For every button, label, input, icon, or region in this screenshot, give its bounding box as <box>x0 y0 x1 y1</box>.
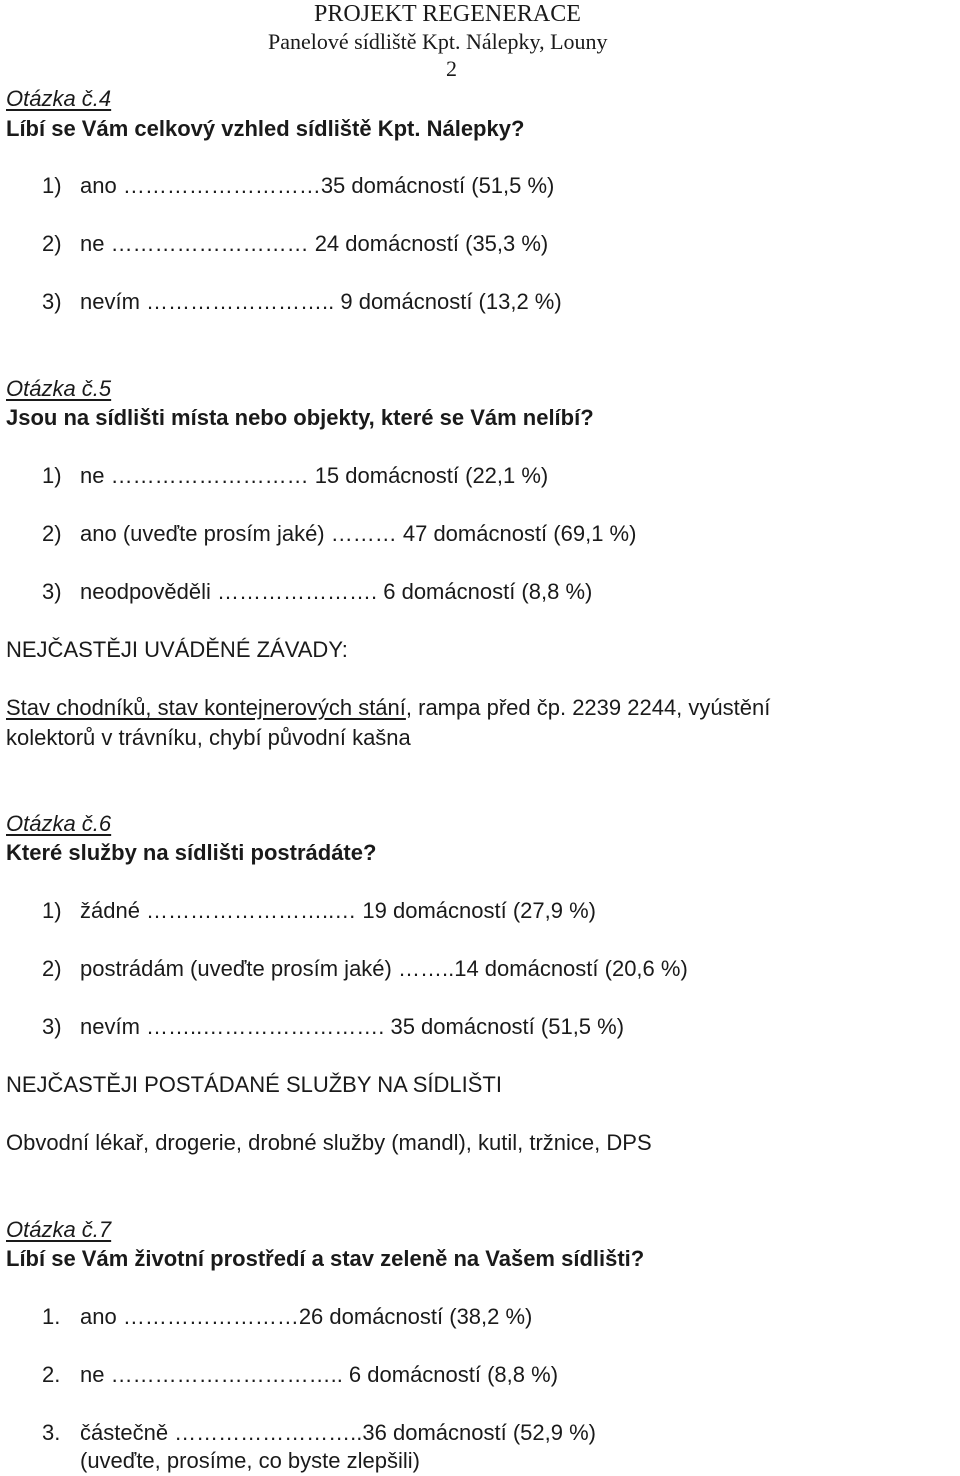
question-5-text: Jsou na sídlišti místa nebo objekty, které se Vám nelíbí? <box>6 405 594 430</box>
defects-underlined-text: Stav chodníků, stav kontejnerových stání <box>6 695 406 720</box>
question-7-label: Otázka č.7 <box>6 1217 112 1242</box>
page-header <box>0 0 960 80</box>
defects-heading: NEJČASTĚJI UVÁDĚNÉ ZÁVADY: <box>6 637 348 662</box>
project-title: PROJEKT REGENERACE <box>314 1 581 27</box>
question-7-text: Líbí se Vám životní prostředí a stav zeleně na Vašem sídlišti? <box>6 1246 645 1271</box>
answer-number: 3) <box>42 1014 62 1039</box>
defects-line-1 <box>6 695 770 721</box>
question-4-label: Otázka č.4 <box>6 86 112 111</box>
question-4-text: Líbí se Vám celkový vzhled sídliště Kpt. Nálepky? <box>6 116 525 141</box>
answer-number: 2) <box>42 956 62 981</box>
answer-text: částečně ……………………..36 domácností (52,9 %) <box>80 1420 596 1445</box>
answer-number: 1. <box>42 1304 61 1329</box>
answer-number: 1) <box>42 898 62 923</box>
question-6-text: Které služby na sídlišti postrádáte? <box>6 840 377 865</box>
question-5-label: Otázka č.5 <box>6 376 112 401</box>
project-location: Panelové sídliště Kpt. Nálepky, Louny <box>268 29 608 54</box>
answer-text: ano ……………………26 domácností (38,2 %) <box>80 1304 533 1329</box>
answer-number: 3. <box>42 1420 61 1445</box>
answer-text: postrádám (uveďte prosím jaké) ……..14 domácností (20,6 %) <box>80 956 688 981</box>
services-list: Obvodní lékař, drogerie, drobné služby (mandl), kutil, tržnice, DPS <box>6 1130 652 1155</box>
answer-text: nevím ……..……………………. 35 domácností (51,5 %) <box>80 1014 625 1039</box>
answer-number: 3) <box>42 579 62 604</box>
answer-text: žádné ……………………..… 19 domácností (27,9 %) <box>80 898 596 923</box>
q7-note: (uveďte, prosíme, co byste zlepšili) <box>80 1448 420 1473</box>
answer-text: ano ………………………35 domácností (51,5 %) <box>80 173 555 198</box>
answer-text: ne ……………………… 15 domácností (22,1 %) <box>80 463 549 488</box>
answer-text: nevím …………………….. 9 domácností (13,2 %) <box>80 289 562 314</box>
page-number: 2 <box>446 56 457 81</box>
answer-number: 1) <box>42 463 62 488</box>
answer-text: ne ……………………… 24 domácností (35,3 %) <box>80 231 549 256</box>
defects-rest-text: , rampa před čp. 2239 2244, vyústění <box>405 695 771 720</box>
question-6-label: Otázka č.6 <box>6 811 112 836</box>
answer-number: 3) <box>42 289 62 314</box>
answer-text: neodpověděli …………………. 6 domácností (8,8 %) <box>80 579 593 604</box>
answer-number: 2. <box>42 1362 61 1387</box>
answer-text: ne ………………………….. 6 domácností (8,8 %) <box>80 1362 559 1387</box>
answer-number: 1) <box>42 173 62 198</box>
answer-text: ano (uveďte prosím jaké) ……… 47 domácností (69,1 %) <box>80 521 637 546</box>
answer-number: 2) <box>42 521 62 546</box>
services-heading: NEJČASTĚJI POSTÁDANÉ SLUŽBY NA SÍDLIŠTI <box>6 1072 502 1097</box>
defects-line-2: kolektorů v trávníku, chybí původní kašna <box>6 725 411 750</box>
answer-number: 2) <box>42 231 62 256</box>
